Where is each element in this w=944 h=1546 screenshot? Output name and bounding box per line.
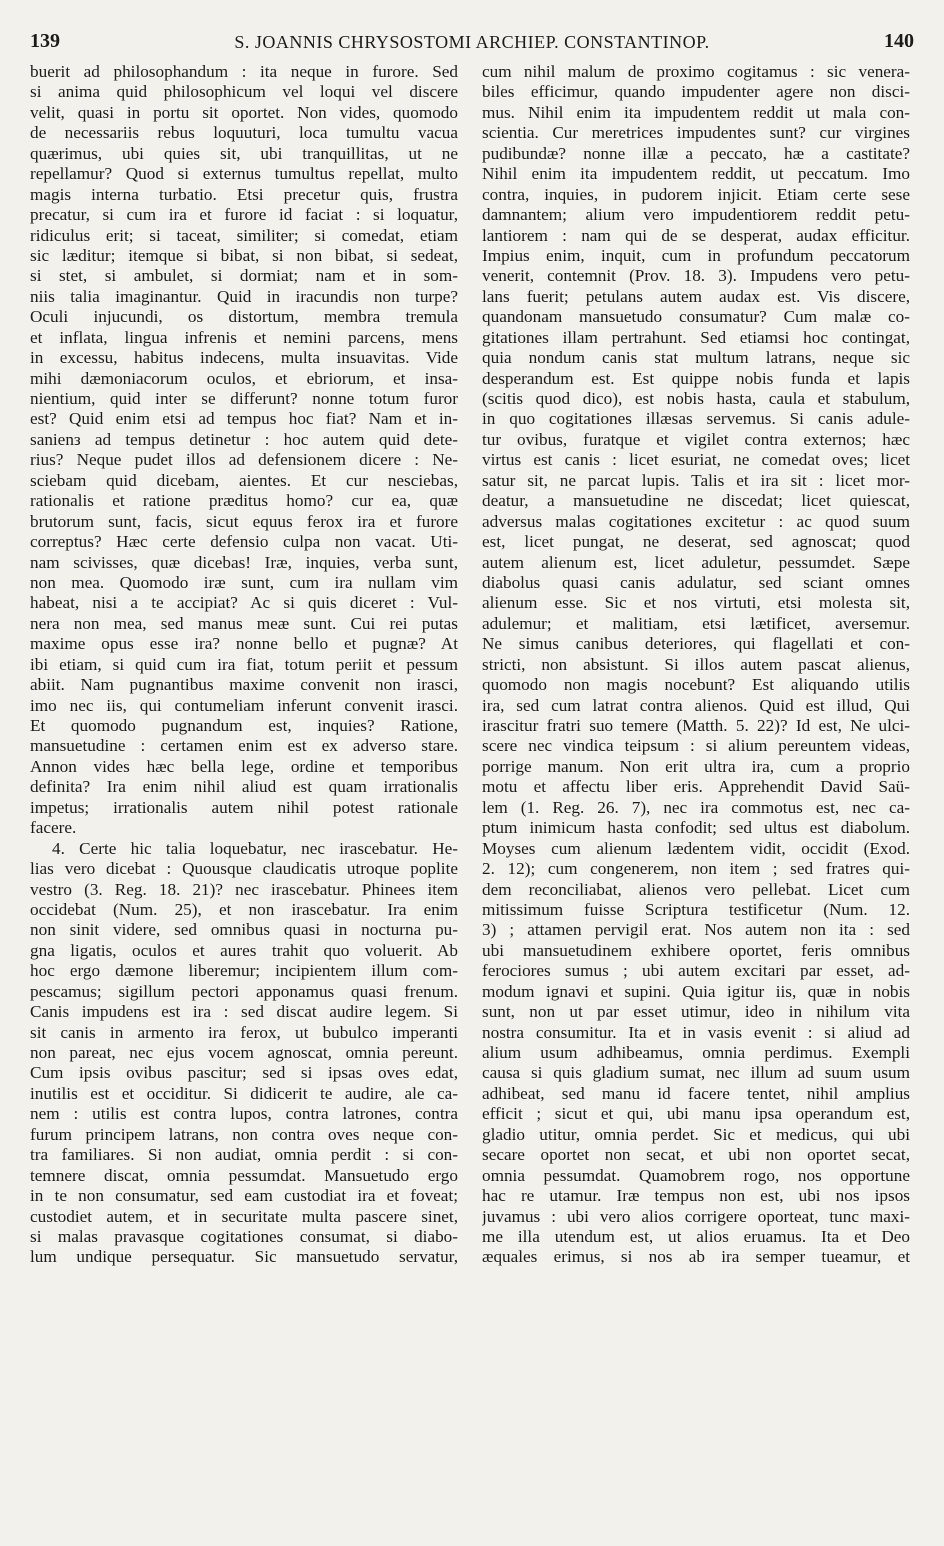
text-line: secare oportet non secat, et ubi non oportet secat, bbox=[482, 1145, 910, 1165]
text-line: mihi dæmoniacorum oculos, et ebriorum, et insa- bbox=[30, 368, 458, 388]
text-line: ptum inimicum hasta confodit; sed ultus est diabolum. bbox=[482, 818, 910, 838]
text-line: ubi mansuetudinem exhibere oportet, feris omnibus bbox=[482, 940, 910, 960]
text-line: si anima quid philosophicum vel loqui vel discere bbox=[30, 82, 458, 102]
right-text-column bbox=[482, 62, 910, 1532]
text-line: dem reconciliabat, alienos vero pellebat. Licet cum bbox=[482, 879, 910, 899]
text-line: adulemur; et malitiam, etsi lætificet, aversemur. bbox=[482, 613, 910, 633]
text-line: scientia. Cur meretrices impudentes sunt? cur virgines bbox=[482, 123, 910, 143]
text-line: maxime opus esse ira? nonne bello et pugnæ? At bbox=[30, 634, 458, 654]
text-line: juvamus : ubi vero alios corrigere oporteat, tunc maxi- bbox=[482, 1206, 910, 1226]
text-line: nam scivisses, quæ dicebas! Iræ, inquies, verba sunt, bbox=[30, 552, 458, 572]
text-line: 3) ; attamen pervigil erat. Nos autem non ita : sed bbox=[482, 920, 910, 940]
text-line: sic læditur; itemque si bibat, si non bibat, si sedeat, bbox=[30, 245, 458, 265]
text-line: lem (1. Reg. 26. 7), nec ira commotus est, nec ca- bbox=[482, 797, 910, 817]
text-line: buerit ad philosophandum : ita neque in furore. Sed bbox=[30, 62, 458, 81]
text-line: motu et affectu liber eris. Apprehendit David Saü- bbox=[482, 777, 910, 797]
text-line: furum principem latrans, non contra oves neque con- bbox=[30, 1124, 458, 1144]
text-line: Cum ipsis ovibus pascitur; sed si ipsas oves edat, bbox=[30, 1063, 458, 1083]
text-line: damnantem; alium vero impudentiorem reddit petu- bbox=[482, 205, 910, 225]
text-line: custodiet autem, et in securitate multa pascere sinet, bbox=[30, 1206, 458, 1226]
text-line: vestro (3. Reg. 18. 21)? nec irascebatur. Phinees item bbox=[30, 879, 458, 899]
text-line: gna ligatis, oculos et aures trahit quo voluerit. Ab bbox=[30, 940, 458, 960]
text-line: nera non mea, sed manus meæ sunt. Cui rei putas bbox=[30, 613, 458, 633]
text-line: pudibundæ? nonne illæ a peccato, hæ a castitate? bbox=[482, 143, 910, 163]
text-line: tur ovibus, furatque et vigilet contra externos; hæc bbox=[482, 429, 910, 449]
text-line: omnia pessumdat. Quamobrem rogo, nos opportune bbox=[482, 1165, 910, 1185]
text-line: est? Quid enim etsi ad tempus hoc fiat? Nam et in- bbox=[30, 409, 458, 429]
text-line: sciebam quid dicebam, aientes. Et cur nesciebas, bbox=[30, 470, 458, 490]
text-line: si malas pravasque cogitationes consumat, si diabo- bbox=[30, 1226, 458, 1246]
text-line: autem alienum est, licet aduletur, pessumdet. Sæpe bbox=[482, 552, 910, 572]
text-line: nostra consumitur. Ita et in vasis evenit : si aliud ad bbox=[482, 1022, 910, 1042]
text-line: hac re utamur. Iræ tempus non est, ubi nos ipsos bbox=[482, 1186, 910, 1206]
text-line: lantiorem : nam qui de se desperat, audax efficitur. bbox=[482, 225, 910, 245]
text-line: impetus; irrationalis autem nihil potest rationale bbox=[30, 797, 458, 817]
text-line: mitissimum fuisse Scriptura testificetur (Num. 12. bbox=[482, 899, 910, 919]
text-line: quomodo non magis nocebunt? Est aliquando utilis bbox=[482, 675, 910, 695]
text-line: porrige manum. Non erit ultra ira, cum a proprio bbox=[482, 756, 910, 776]
text-line: et inflata, lingua infrenis et nemini parcens, mens bbox=[30, 327, 458, 347]
text-line: correptus? Hæc certe defensio culpa non vacat. Uti- bbox=[30, 532, 458, 552]
text-line: imo nec iis, qui contumeliam inferunt convenit irasci. bbox=[30, 695, 458, 715]
text-line: non mea. Quomodo iræ sunt, cum ira nullam vim bbox=[30, 572, 458, 592]
text-line: nem : utilis est contra lupos, contra latrones, contra bbox=[30, 1104, 458, 1124]
text-line: venerit, contemnit (Prov. 18. 3). Impudens vero petu- bbox=[482, 266, 910, 286]
text-line: quandonam mansuetudo consumatur? Cum malæ co- bbox=[482, 307, 910, 327]
text-line: desperandum est. Est quippe nobis funda et lapis bbox=[482, 368, 910, 388]
text-line: mansuetudine : certamen enim est ex adverso stare. bbox=[30, 736, 458, 756]
text-line: lias vero dicebat : Quousque claudicatis utroque poplite bbox=[30, 859, 458, 879]
text-line: temnere discat, omnia pessumdat. Mansuetudo ergo bbox=[30, 1165, 458, 1185]
text-line: modum ignavi et supini. Quia igitur iis, quæ in nobis bbox=[482, 981, 910, 1001]
text-line: rationalis et ratione præditus homo? cur ea, quæ bbox=[30, 491, 458, 511]
text-line: 2. 12); cum congenerem, non item ; sed fratres qui- bbox=[482, 859, 910, 879]
left-text-column bbox=[30, 62, 458, 1532]
text-line: brutorum sunt, facis, sicut equus ferox ira et furore bbox=[30, 511, 458, 531]
text-line: velit, quasi in portu sit oportet. Non vides, quomodo bbox=[30, 102, 458, 122]
text-line: nientium, quid inter se differunt? nonne totum furor bbox=[30, 389, 458, 408]
text-line: æquales erimus, si nos ab ira semper tueamur, et bbox=[482, 1247, 910, 1267]
text-line: in te non consumatur, sed eam custodiat ira et foveat; bbox=[30, 1186, 458, 1206]
text-line: virtus est canis : licet esuriat, ne comedat oves; licet bbox=[482, 450, 910, 470]
text-line: alium usum adhibeamus, omnia perdimus. Exempli bbox=[482, 1043, 910, 1062]
text-line: stricti, non absistunt. Si illos autem pascat alienus, bbox=[482, 654, 910, 674]
text-line: irascitur fratri suo temere (Matth. 5. 22)? Id est, Ne ulci- bbox=[482, 716, 910, 735]
text-line: inutilis est et occiditur. Si didicerit te audire, ale ca- bbox=[30, 1083, 458, 1103]
text-line: abiit. Nam pugnantibus maxime convenit non irasci, bbox=[30, 675, 458, 695]
text-line: non sinit videre, sed omnibus quasi in nocturna pu- bbox=[30, 920, 458, 940]
text-line: ferociores sumus ; ubi autem excitari par esset, ad- bbox=[482, 961, 910, 981]
text-line: Canis impudens est ira : sed discat audire legem. Si bbox=[30, 1002, 458, 1022]
text-line: Oculi injucundi, os distortum, membra tremula bbox=[30, 307, 458, 327]
text-line: Impius enim, inquit, cum in profundum peccatorum bbox=[482, 245, 910, 265]
text-line: de necessariis rebus loquuturi, loca tumultu vacua bbox=[30, 123, 458, 143]
text-line: Et quomodo pugnandum est, inquies? Ratione, bbox=[30, 716, 458, 735]
text-line: scere nec vindica teipsum : si alium pereuntem videas, bbox=[482, 736, 910, 756]
text-line: niis talia imaginantur. Quid in iracundis non turpe? bbox=[30, 286, 458, 306]
text-line: magis interna turbatio. Etsi precetur quis, frustra bbox=[30, 184, 458, 204]
text-line: pescamus; sigillum pectori apponamus quasi frenum. bbox=[30, 981, 458, 1001]
text-line: in excessu, habitus indecens, multa insuavitas. Vide bbox=[30, 348, 458, 368]
text-line: mus. Nihil enim ita impudentem reddit ut mala con- bbox=[482, 102, 910, 122]
text-line: est, licet pungat, ne deserat, sed agnoscat; quod bbox=[482, 532, 910, 552]
text-line: si stet, si ambulet, si dormiat; nam et in som- bbox=[30, 266, 458, 286]
text-line: 4. Certe hic talia loquebatur, nec irascebatur. He- bbox=[52, 838, 458, 858]
text-line: in quo cogitationes illæsas servemus. Si canis adule- bbox=[482, 409, 910, 429]
text-line: tra familiares. Si non audiat, omnia perdit : si con- bbox=[30, 1145, 458, 1165]
text-line: repellamur? Quod si externus tumultus repellat, multo bbox=[30, 164, 458, 184]
text-line: adversus malas cogitationes excitetur : ac quod suum bbox=[482, 511, 910, 531]
text-line: causa si quis gladium sumat, nec illum ad suum usum bbox=[482, 1063, 910, 1083]
text-line: sit canis in armento ira ferox, ut bubulco imperanti bbox=[30, 1022, 458, 1042]
text-line: contra, inquies, in pudorem injicit. Etiam certe sese bbox=[482, 184, 910, 204]
text-line: efficit ; sicut et qui, ubi manu ipsa operandum est, bbox=[482, 1104, 910, 1124]
text-line: Ne simus canibus deteriores, qui flagellati et con- bbox=[482, 634, 910, 654]
text-line: satur sit, ne parcat lupis. Talis et ira sit : licet mor- bbox=[482, 470, 910, 490]
text-line: sunt, non ut par esset utimur, ideo in nihilum vita bbox=[482, 1002, 910, 1022]
text-line: (scitis quod dico), est nobis hasta, caula et stabulum, bbox=[482, 389, 910, 408]
text-line: hoc ergo dæmone liberemur; incipientem illum com- bbox=[30, 961, 458, 981]
text-line: lum undique persequatur. Sic mansuetudo servatur, bbox=[30, 1247, 458, 1267]
text-line: definita? Ira enim nihil aliud est quam irrationalis bbox=[30, 777, 458, 797]
running-title: S. JOANNIS CHRYSOSTOMI ARCHIEP. CONSTANTINOP. bbox=[234, 32, 710, 52]
text-line: Annon vides hæc bella lege, ordine et temporibus bbox=[30, 756, 458, 776]
text-line: ridiculus erit; si taceat, similiter; si comedat, etiam bbox=[30, 225, 458, 245]
text-line: Moyses cum alienum lædentem vidit, occidit (Exod. bbox=[482, 838, 910, 858]
running-header bbox=[30, 30, 914, 56]
text-line: deatur, a mansuetudine ne discedat; licet quiescat, bbox=[482, 491, 910, 511]
text-line: biles efficimur, quando impudenter agere non disci- bbox=[482, 82, 910, 102]
text-line: ira, sed cum latrat contra alienos. Quid est illud, Qui bbox=[482, 695, 910, 715]
text-line: lans fuerit; petulans autem audax est. Vis discere, bbox=[482, 286, 910, 306]
text-line: me illa utendum est, ut alios eruamus. Ita et Deo bbox=[482, 1226, 910, 1246]
text-line: adhibeat, sed manu id facere tentet, nihil amplius bbox=[482, 1083, 910, 1103]
page-number-right: 140 bbox=[884, 30, 914, 52]
text-line: habeat, nisi a te accipiat? Ac si quis diceret : Vul- bbox=[30, 593, 458, 613]
text-line: gladio utitur, omnia perdet. Sic et medicus, qui ubi bbox=[482, 1124, 910, 1144]
page-number-left: 139 bbox=[30, 30, 60, 52]
text-line: alienum esse. Sic et nos virtuti, etsi molesta sit, bbox=[482, 593, 910, 613]
text-line: facere. bbox=[30, 818, 77, 838]
text-line: gitationes illam pertrahunt. Sed etiamsi hoc contingat, bbox=[482, 327, 910, 347]
text-line: rius? Neque pudet illos ad defensionem dicere : Ne- bbox=[30, 450, 458, 470]
text-line: sanienз ad tempus detinetur : hoc autem quid dete- bbox=[30, 429, 458, 449]
text-line: Nihil enim ita impudentem reddit, ut peccatum. Imo bbox=[482, 164, 910, 184]
text-line: diabolus quasi canis adulatur, sed sciant omnes bbox=[482, 572, 910, 592]
text-line: quærimus, ubi quies sit, ubi tranquillitas, ut ne bbox=[30, 143, 458, 163]
text-line: occidebat (Num. 25), et non irascebatur. Ira enim bbox=[30, 899, 458, 919]
text-line: quia nondum canis stat multum latrans, neque sic bbox=[482, 348, 910, 368]
text-line: cum nihil malum de proximo cogitamus : sic venera- bbox=[482, 62, 910, 81]
text-line: ibi etiam, si quid cum ira fiat, totum periit et pessum bbox=[30, 654, 458, 674]
text-line: precatur, si cum ira et furore id faciat : si loquatur, bbox=[30, 205, 458, 225]
text-line: non pareat, nec ejus vocem agnoscat, omnia pereunt. bbox=[30, 1043, 458, 1062]
